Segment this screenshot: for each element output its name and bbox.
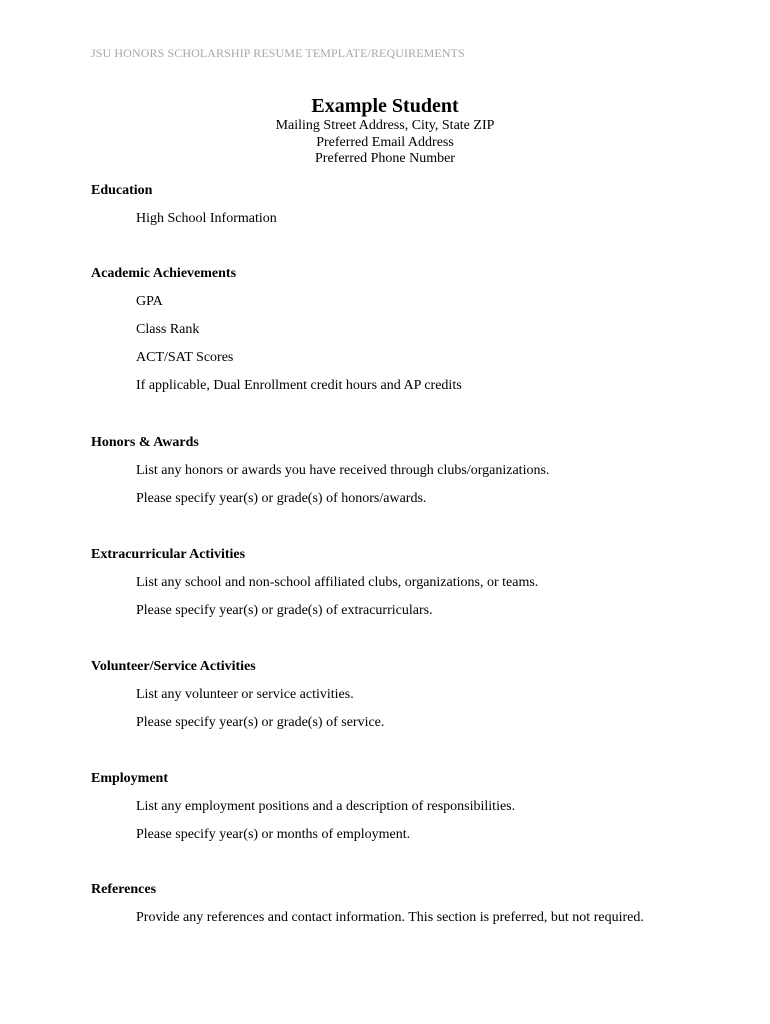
section-item: If applicable, Dual Enrollment credit hours and AP credits: [136, 378, 462, 393]
student-name: Example Student: [311, 95, 459, 117]
section-item: Provide any references and contact information. This section is preferred, but not required.: [136, 910, 644, 925]
section-item: High School Information: [136, 211, 277, 226]
section-heading-honors-awards: Honors & Awards: [91, 435, 199, 450]
section-item: List any volunteer or service activities.: [136, 687, 354, 702]
student-info-block: [0, 94, 770, 168]
section-item: Please specify year(s) or grade(s) of extracurriculars.: [136, 603, 433, 618]
section-education: [91, 183, 691, 227]
section-heading-employment: Employment: [91, 771, 168, 786]
student-address: Mailing Street Address, City, State ZIP: [275, 118, 495, 133]
section-heading-academic-achievements: Academic Achievements: [91, 266, 237, 281]
section-item: Please specify year(s) or grade(s) of service.: [136, 715, 385, 730]
section-employment: [91, 771, 691, 843]
section-academic-achievements: [91, 266, 691, 394]
section-heading-references: References: [91, 882, 157, 897]
section-item: GPA: [136, 294, 163, 309]
section-volunteer-service: [91, 659, 691, 731]
section-references: [91, 882, 691, 926]
section-item: Please specify year(s) or grade(s) of honors/awards.: [136, 491, 427, 506]
student-email: Preferred Email Address: [316, 134, 454, 150]
page-header-note: JSU HONORS SCHOLARSHIP RESUME TEMPLATE/REQUIREMENTS: [91, 46, 465, 60]
section-item: Please specify year(s) or months of employment.: [136, 827, 411, 842]
section-extracurricular-activities: [91, 547, 691, 619]
section-item: List any school and non-school affiliated clubs, organizations, or teams.: [136, 575, 539, 590]
section-item: Class Rank: [136, 322, 200, 337]
section-item: List any honors or awards you have received through clubs/organizations.: [136, 463, 550, 478]
section-heading-education: Education: [91, 183, 153, 198]
section-heading-extracurricular-activities: Extracurricular Activities: [91, 547, 246, 562]
section-item: ACT/SAT Scores: [136, 350, 234, 365]
section-honors-awards: [91, 435, 691, 507]
section-item: List any employment positions and a description of responsibilities.: [136, 799, 516, 814]
student-phone: Preferred Phone Number: [315, 151, 455, 166]
section-heading-volunteer-service: Volunteer/Service Activities: [91, 659, 256, 674]
